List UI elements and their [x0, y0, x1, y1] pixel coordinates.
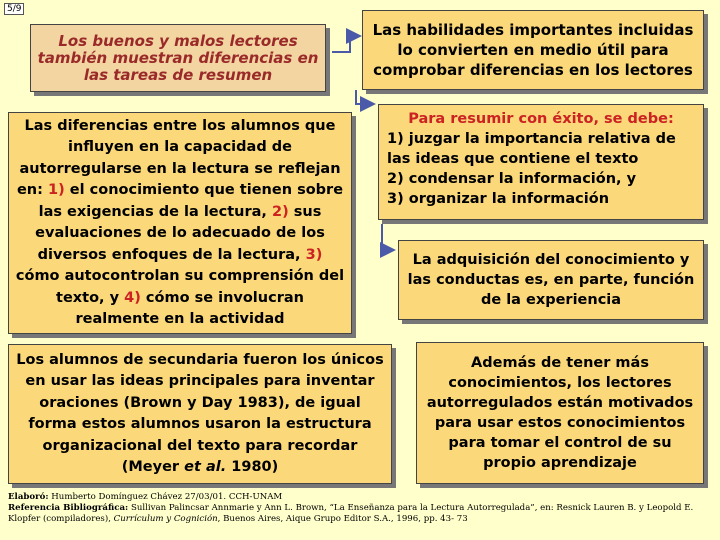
- box-secondary-students-text: [15, 350, 385, 479]
- box-student-differences-text: [15, 116, 345, 331]
- footer-reference-label: Referencia Bibliográfica:: [8, 503, 129, 513]
- box-self-regulated-readers-text: Además de tener más conocimientos, los lectores autorregulados están motivados para usar estos conocimientos para tomar el control de su propio aprendizaje: [426, 355, 694, 471]
- box-self-regulated-readers: [416, 342, 704, 484]
- secondary-text-main: Los alumnos de secundaria fueron los únicos en usar las ideas principales para inventar oraciones (Brown y Day 1983), de igual forma estos alumnos usaron la estructura organizacional del texto para recordar (Meyer: [16, 351, 384, 475]
- differences-item-1: el conocimiento que tienen sobre las exigencias de la lectura,: [38, 182, 344, 220]
- secondary-et-al: et al.: [184, 459, 227, 475]
- footer-elaboro: [8, 492, 712, 503]
- box-important-skills-text: Las habilidades importantes incluidas lo convierten en medio útil para comprobar diferencias en los lectores: [372, 21, 694, 79]
- box-summarize: [378, 104, 704, 220]
- box-good-bad-readers-text: Los buenos y malos lectores también muestran diferencias en las tareas de resumen: [37, 31, 319, 84]
- box-good-bad-readers: [30, 24, 326, 92]
- differences-number-2: 2): [272, 203, 289, 220]
- differences-item-4: cómo se involucran realmente en la actividad: [75, 289, 304, 327]
- arrow-top-to-right: [332, 36, 360, 52]
- differences-item-3: cómo autocontrolan su comprensión del texto, y: [15, 268, 345, 306]
- differences-number-1: 1): [48, 182, 65, 198]
- differences-number-4: 4): [124, 289, 141, 306]
- box-knowledge-acquisition: [398, 240, 704, 320]
- footer-elaboro-label: Elaboró:: [8, 492, 49, 502]
- slide-number: 5/9: [4, 3, 24, 15]
- footer-credits: [8, 492, 712, 525]
- differences-number-3: 3): [305, 246, 323, 263]
- summarize-item: 1) juzgar la importancia relativa de las ideas que contiene el texto: [387, 131, 676, 167]
- footer-reference-book: Currículum y Cognición: [113, 514, 218, 524]
- differences-intro: Las diferencias entre los alumnos que influyen en la capacidad de autorregularse en la lectura se reflejan en:: [16, 117, 341, 198]
- footer-elaboro-value: Humberto Domínguez Chávez 27/03/01. CCH-UNAM: [51, 492, 283, 502]
- summarize-item: 2) condensar la información, y: [387, 171, 637, 187]
- footer-reference: [8, 503, 712, 525]
- summarize-item: 3) organizar la información: [387, 191, 610, 207]
- box-important-skills: [362, 10, 704, 90]
- box-student-differences: [8, 112, 352, 334]
- box-knowledge-acquisition-text: La adquisición del conocimiento y las conductas es, en parte, función de la experiencia: [407, 252, 695, 308]
- secondary-text-end: 1980): [231, 459, 279, 475]
- arrow-right-to-summarize: [356, 90, 374, 104]
- box-secondary-students: [8, 344, 392, 484]
- differences-item-2: sus evaluaciones de lo adecuado de los diversos enfoques de la lectura,: [35, 203, 325, 263]
- footer-reference-publisher: , Buenos Aires, Aique Grupo Editor S.A., 1996, pp. 43- 73: [217, 514, 468, 524]
- arrow-summarize-to-acquisition: [382, 224, 394, 250]
- summarize-title: Para resumir con éxito, se debe:: [408, 111, 674, 127]
- footer-reference-text: Sullivan Palincsar Annmarie y Ann L. Brown, “La Enseñanza para la Lectura Autorregulada”, en: Resnick Lauren B. y Leopold E. Klopfer (compiladores),: [8, 503, 694, 524]
